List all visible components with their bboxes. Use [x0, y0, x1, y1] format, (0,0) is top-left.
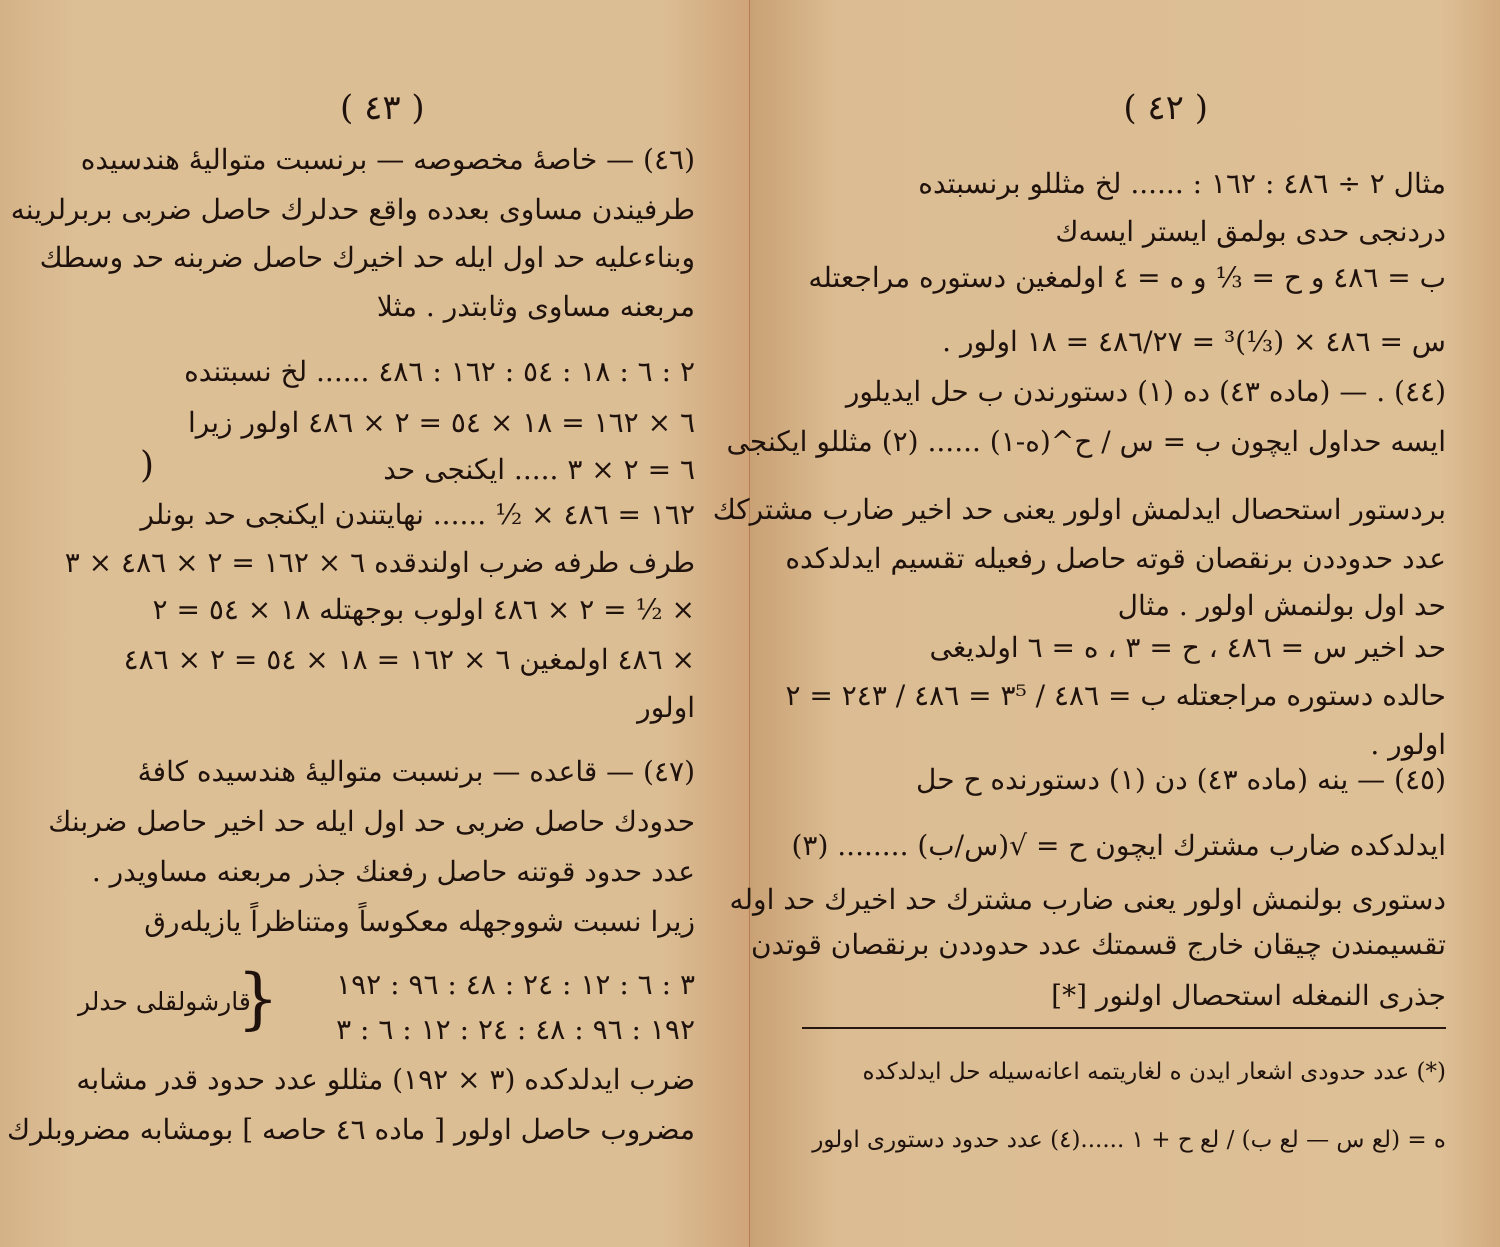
footnote-divider: [802, 1027, 1446, 1029]
text-line: اولور .: [1370, 728, 1446, 761]
formula-line: × ½ = ٢ × ٤٨٦ اولوب بوجهتله ١٨ × ٥٤ = ٢: [152, 593, 695, 626]
text-line: زیرا نسبت شووجهله معکوساً ومتناظراً یازیله‌رق: [144, 905, 695, 938]
formula-line: حد اخیر س = ٤٨٦ ، ح = ٣ ، ه = ٦ اولدیغی: [929, 631, 1446, 664]
formula-line: ٢ : ٦ : ١٨ : ٥٤ : ١٦٢ : ٤٨٦ ...... لخ نسبتنده: [184, 355, 695, 388]
text-line: دستوری بولنمش اولور یعنی ضارب مشترك حد اخیرك حد اوله: [729, 883, 1446, 916]
text-line: (٤٦) — خاصهٔ مخصوصه — برنسبت متوالیهٔ هندسیده: [80, 143, 695, 176]
formula-line: ١٩٢ : ٩٦ : ٤٨ : ٢٤ : ١٢ : ٦ : ٣: [336, 1013, 695, 1046]
text-line: (٤٧) — قاعده — برنسبت متوالیهٔ هندسیده کافهٔ: [137, 755, 695, 788]
formula-line: × ٤٨٦ اولمغین ٦ × ١٦٢ = ١٨ × ٥٤ = ٢ × ٤٨٦: [123, 643, 695, 676]
brace-icon: }: [237, 960, 279, 1037]
text-line: ضرب ایدلدکده (٣ × ١٩٢) مثللو عدد حدود قدر مشابه: [76, 1063, 695, 1096]
formula-line: ایدلدکده ضارب مشترك ایچون ح = √(س/ب) ........ (٣): [791, 829, 1446, 862]
brace-label: قارشولقلی حدلر: [78, 987, 251, 1016]
text-line: حدودك حاصل ضربی حد اول ایله حد اخیر حاصل ضربنك: [48, 805, 695, 838]
formula-line: ٦ = ٢ × ٣ ..... ایکنجی حد: [383, 453, 695, 486]
brace-icon: ): [140, 445, 155, 486]
text-line: حد اول بولنمش اولور . مثال: [1117, 589, 1446, 622]
text-line: تقسیمندن چیقان خارج قسمتك عدد حدوددن برنقصان قوتدن: [750, 928, 1446, 961]
text-line: وبناءعلیه حد اول ایله حد اخیرك حاصل ضربنه حد وسطك: [39, 241, 695, 274]
formula-line: طرف طرفه ضرب اولندقده ٦ × ١٦٢ = ٢ × ٤٨٦ × ٣: [64, 546, 695, 579]
formula-line: ایسه حداول ایچون ب = س / ح^(ه-١) ...... (٢) مثللو ایکنجی: [726, 425, 1446, 458]
formula-line: حالده دستوره مراجعتله ب = ٤٨٦ / ٣⁵ = ٤٨٦ / ٢٤٣ = ٢: [785, 679, 1446, 712]
text-line: (٤٥) — ینه (ماده ٤٣) دن (١) دستورنده ح حل: [916, 763, 1446, 796]
text-line: مضروب حاصل اولور [ ماده ٤٦ حاصه ] بومشابه مضروبلرك: [7, 1113, 695, 1146]
text-line: عدد حدود قوتنه حاصل رفعنك جذر مربعنه مساویدر .: [91, 855, 695, 888]
formula-line: س = ٤٨٦ × (⅓)³ = ٤٨٦/٢٧ = ١٨ اولور .: [942, 325, 1446, 358]
right-page: [712, 0, 1500, 1247]
page-number: ( ٤٣ ): [340, 88, 425, 128]
text-line: طرفیندن مساوی بعدده واقع حدلرك حاصل ضربی بربرلرینه: [10, 193, 695, 226]
formula-line: ٣ : ٦ : ١٢ : ٢٤ : ٤٨ : ٩٦ : ١٩٢: [336, 968, 695, 1001]
formula-line: ب = ٤٨٦ و ح = ⅓ و ه = ٤ اولمغین دستوره مراجعتله: [808, 261, 1446, 294]
footnote-line: (*) عدد حدودی اشعار ایدن ه لغاریتمه اعانه‌سیله حل ایدلدکده: [862, 1059, 1446, 1085]
text-line: مربعنه مساوی وثابتدر . مثلا: [376, 290, 695, 323]
formula-line: ١٦٢ = ٤٨٦ × ½ ...... نهایتندن ایکنجی حد بونلر: [140, 498, 695, 531]
text-line: جذری النمغله استحصال اولنور [*]: [1051, 979, 1446, 1012]
text-line: دردنجی حدی بولمق ایستر ایسه‌ك: [1055, 215, 1446, 248]
text-line: بردستور استحصال ایدلمش اولور یعنی حد اخیر ضارب مشترکك: [712, 493, 1446, 526]
text-line: مثال ٢ ÷ ٤٨٦ : ١٦٢ : ...... لخ مثللو برنسبتده: [918, 167, 1446, 200]
text-line: اولور: [637, 691, 695, 724]
text-line: عدد حدوددن برنقصان قوته حاصل رفعیله تقسیم ایدلدکده: [785, 542, 1446, 575]
formula-line: ٦ × ١٦٢ = ١٨ × ٥٤ = ٢ × ٤٨٦ اولور زیرا: [188, 406, 695, 439]
footnote-line: ه = (لع س — لع ب) / لع ح + ١ ......(٤) عدد حدود دستوری اولور: [812, 1127, 1446, 1153]
text-line: (٤٤) . — (ماده ٤٣) ده (١) دستورندن ب حل ایدیلور: [845, 375, 1446, 408]
page-number: ( ٤٢ ): [1123, 88, 1208, 128]
